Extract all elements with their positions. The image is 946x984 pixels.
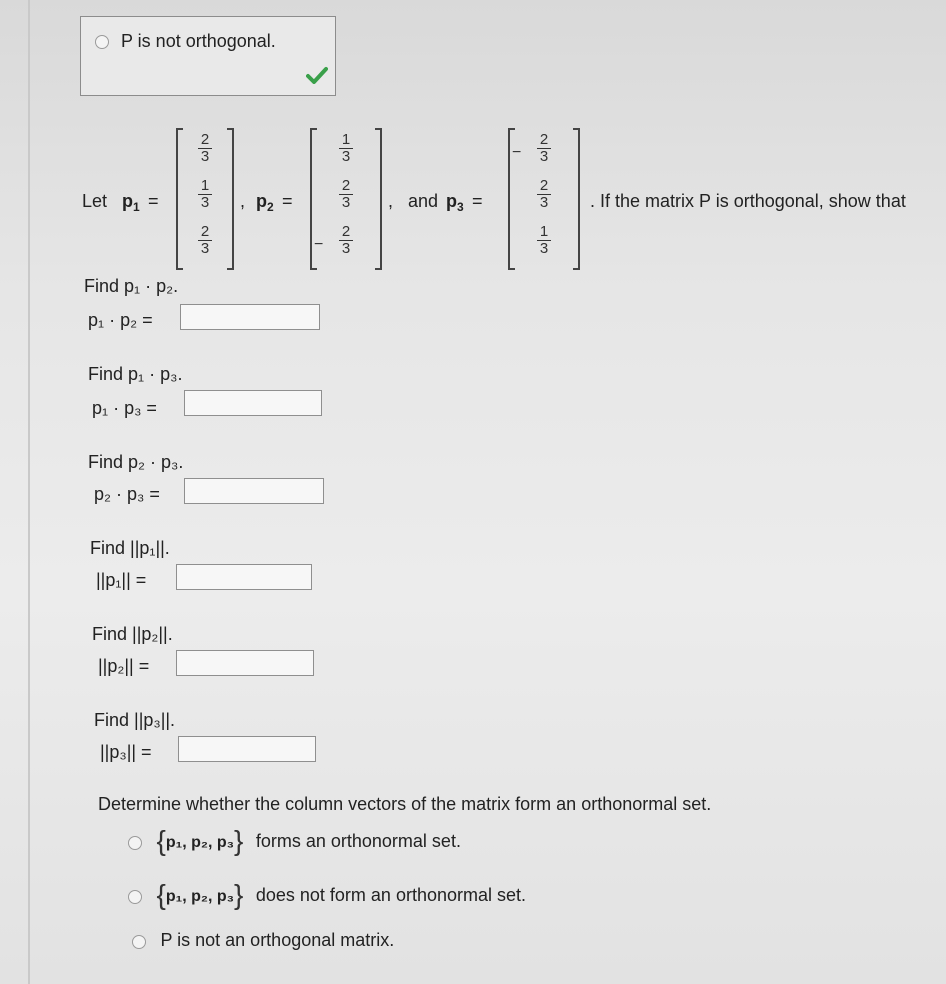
fraction-entry: 1 3 — [518, 224, 570, 257]
question-prompt: Find ||p₂||. — [92, 624, 173, 644]
option-does-not-text: does not form an orthonormal set. — [255, 885, 526, 905]
fraction-entry: 2 3 — [186, 132, 224, 165]
and-text: and — [408, 191, 439, 211]
question-lhs: p₂ · p₃ = — [94, 484, 160, 504]
question-prompt: Find ||p₃||. — [94, 710, 176, 730]
answer-input[interactable] — [180, 304, 320, 330]
fraction-entry: 1 3 — [320, 132, 372, 165]
question-prompt: Find p₁ · p₂. — [84, 276, 179, 296]
answer-input[interactable] — [176, 650, 314, 676]
question-prompt: Find ||p₁||. — [90, 538, 170, 558]
answer-input[interactable] — [176, 564, 312, 590]
answer-input[interactable] — [178, 736, 316, 762]
option-does-not-form[interactable]: {p₁, p₂, p₃} does not form an orthonormal set. — [128, 876, 526, 908]
question-lhs: ||p₃|| = — [100, 742, 152, 762]
option-not-orthogonal[interactable] — [132, 930, 394, 951]
option-forms-orthonormal[interactable]: {p₁, p₂, p₃} forms an orthonormal set. — [128, 822, 461, 854]
option-forms-text: forms an orthonormal set. — [255, 831, 461, 851]
option-does-not-radio[interactable] — [128, 890, 142, 904]
option-not-orthogonal-radio[interactable] — [132, 935, 146, 949]
p1-vector — [176, 128, 234, 270]
fraction-entry: 1 3 — [186, 178, 224, 211]
fraction-entry: 2 3 — [518, 132, 570, 165]
p2-comma: , — [388, 191, 394, 211]
page-edge — [28, 0, 30, 984]
previous-answer-box — [80, 16, 336, 96]
previous-radio[interactable] — [95, 35, 109, 49]
question-lhs: p₁ · p₃ = — [92, 398, 157, 418]
answer-input[interactable] — [184, 478, 324, 504]
option-forms-radio[interactable] — [128, 836, 142, 850]
fraction-entry: 2 3 — [186, 224, 224, 257]
fraction-entry: 2 3 — [518, 178, 570, 211]
fraction-entry: 2 3 — [320, 224, 372, 257]
question-lhs: ||p₂|| = — [98, 656, 150, 676]
p2-equals: = — [282, 191, 293, 211]
question-prompt: Find p₁ · p₃. — [88, 364, 183, 384]
question-lhs: ||p₁|| = — [96, 570, 147, 590]
determine-prompt: Determine whether the column vectors of the matrix form an orthonormal set. — [98, 794, 712, 814]
set-label: p₁, p₂, p₃ — [165, 834, 235, 851]
answer-input[interactable] — [184, 390, 322, 416]
set-label: p₁, p₂, p₃ — [165, 888, 235, 905]
option-not-orthogonal-text: P is not an orthogonal matrix. — [160, 930, 395, 950]
let-label: Let — [82, 191, 108, 211]
minus-sign: − — [512, 144, 522, 161]
previous-option-text: P is not orthogonal. — [121, 31, 276, 51]
p3-vector — [508, 128, 580, 270]
p3-label: $p_3$ — [446, 191, 464, 214]
question-lhs: p₁ · p₂ = — [88, 310, 153, 330]
p1-label: $p_1$ — [122, 191, 140, 214]
p2-label: $p_2$ — [256, 191, 274, 214]
fraction-entry: 2 3 — [320, 178, 372, 211]
p2-vector — [310, 128, 382, 270]
minus-sign: − — [314, 236, 324, 253]
p3-equals: = — [472, 191, 483, 211]
p1-equals: = — [148, 191, 159, 211]
question-prompt: Find p₂ · p₃. — [88, 452, 184, 472]
setup-tail-text: . If the matrix P is orthogonal, show that — [590, 191, 906, 211]
p1-comma: , — [240, 191, 246, 211]
checkmark-icon — [306, 66, 328, 84]
